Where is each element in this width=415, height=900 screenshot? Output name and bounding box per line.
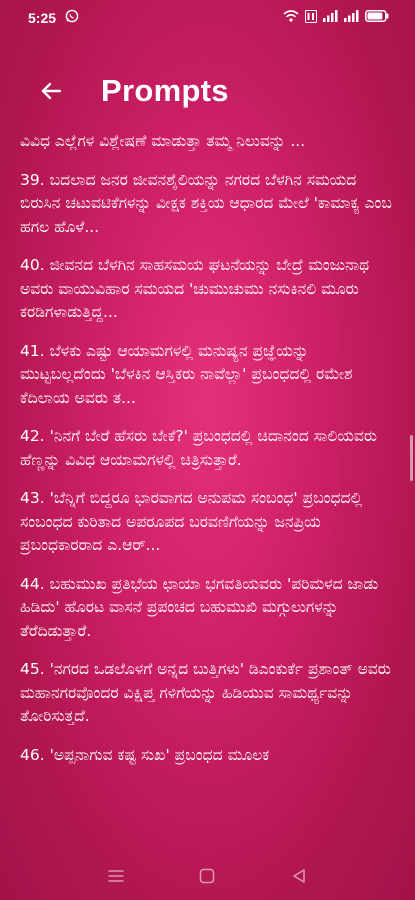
- app-bar: [0, 62, 415, 120]
- status-bar: [0, 0, 415, 36]
- system-back-button[interactable]: [284, 861, 314, 891]
- whatsapp-icon: [65, 9, 79, 27]
- home-button[interactable]: [192, 861, 222, 891]
- arrow-left-icon: [40, 82, 62, 100]
- page-title: Prompts: [101, 73, 229, 108]
- prompt-item[interactable]: 41. ಬೆಳಕು ಎಷ್ಟು ಆಯಾಮಗಳಲ್ಲಿ ಮನುಷ್ಯನ ಪ್ರಜ್ಞೆಯನ್ನು ಮುಟ್ಟಬಲ್ಲದೆಂದು 'ಬೆಳಕಿನ ಆಸ್ತಿಕರು ನಾವೆಲ್ಲಾ' ಪ್ರಬಂಧದಲ್ಲಿ ರಮೇಶ ಕೆದಿಲಾಯ ಅವರು ತ...: [20, 341, 353, 407]
- wifi-icon: [283, 10, 299, 26]
- recents-button[interactable]: [101, 861, 131, 891]
- triangle-back-icon: [292, 868, 306, 884]
- battery-icon: [365, 10, 389, 26]
- prompt-item[interactable]: 45. 'ನಗರದ ಒಡಲೊಳಗೆ ಅನ್ನದ ಬುತ್ತಿಗಳು' ಡಿಎಂಕುರ್ಕೆ ಪ್ರಶಾಂತ್ ಅವರು ಮಹಾನಗರವೊಂದರ ವಿಕ್ಷಿಪ್ತ ಗಳಿಗೆಯನ್ನು ಹಿಡಿಯುವ ಸಾಮರ್ಥ್ಯವನ್ನು ತೋರಿಸುತ್ತದೆ.: [20, 660, 391, 725]
- prompt-item[interactable]: 40. ಜೀವನದ ಬೆಳಗಿನ ಸಾಹಸಮಯ ಘಟನೆಯನ್ನು ಬೇದ್ರೆ ಮಂಜುನಾಥ ಅವರು ವಾಯುವಿಹಾರ ಸಮಯದ 'ಚುಮುಚುಮು ನಸುಕಿನಲಿ ಮೂರು ಕರಡಿಗಳಾಡುತ್ತಿದ್ದ...: [20, 256, 370, 321]
- menu-lines-icon: [107, 868, 125, 884]
- system-nav-bar: [0, 852, 415, 900]
- scrollbar-thumb[interactable]: [410, 435, 413, 481]
- back-button[interactable]: [27, 67, 75, 115]
- prompt-item[interactable]: 42. 'ನಿನಗೆ ಬೇರೆ ಹೆಸರು ಬೇಕೆ?' ಪ್ರಬಂಧದಲ್ಲಿ ಚಿದಾನಂದ ಸಾಲಿಯವರು ಹೆಣ್ಣನ್ನು ವಿವಿಧ ಆಯಾಮಗಳಲ್ಲಿ ಚಿತ್ರಿಸುತ್ತಾರೆ.: [20, 427, 377, 469]
- square-icon: [199, 868, 215, 884]
- signal-icon-1: [323, 10, 338, 26]
- prompt-item[interactable]: 44. ಬಹುಮುಖ ಪ್ರತಿಭೆಯ ಛಾಯಾ ಭಗವತಿಯವರು 'ಪರಿಮಳದ ಜಾಡು ಹಿಡಿದು' ಹೊರಟ ವಾಸನೆ ಪ್ರಪಂಚದ ಬಹುಮುಖಿ ಮಗ್ಗುಲುಗಳನ್ನು ತೆರೆದಿಡುತ್ತಾರೆ.: [20, 574, 379, 640]
- status-right: [283, 10, 389, 27]
- status-left: [28, 9, 79, 27]
- prompt-item[interactable]: 39. ಬದಲಾದ ಜನರ ಜೀವನಶೈಲಿಯನ್ನು ನಗರದ ಬೆಳಗಿನ ಸಮಯದ ಬಿರುಸಿನ ಚಟುವಟಿಕೆಗಳನ್ನು ವೀಕ್ಷಕ ಶಕ್ತಿಯ ಆಧಾರದ ಮೇಲೆ 'ಕಾಮಾಕ್ಯ ಎಂಬ ಹಗಲ ಹೊಳೆ...: [20, 170, 392, 236]
- prompt-item[interactable]: ವಿವಿಧ ಎಲ್ಲೆಗಳ ವಿಶ್ಲೇಷಣೆ ಮಾಡುತ್ತಾ ತಮ್ಮ ನಿಲುವನ್ನು ...: [20, 132, 306, 150]
- prompt-list[interactable]: [0, 130, 415, 852]
- signal-icon-2: [344, 10, 359, 26]
- status-time: 5:25: [28, 10, 57, 26]
- prompt-item[interactable]: 43. 'ಬೆನ್ನಿಗೆ ಬಿದ್ದರೂ ಭಾರವಾಗದ ಅನುಪಮ ಸಂಬಂಧ' ಪ್ರಬಂಧದಲ್ಲಿ ಸಂಬಂಧದ ಕುರಿತಾದ ಅಪರೂಪದ ಬರವಣಿಗೆಯನ್ನು ಜನಪ್ರಿಯ ಪ್ರಬಂಧಕಾರರಾದ ಎ.ಆರ್...: [20, 489, 363, 554]
- hd-signal-icon: [305, 10, 317, 27]
- prompt-item[interactable]: 46. 'ಅಪ್ಪನಾಗುವ ಕಷ್ಟ ಸುಖ' ಪ್ರಬಂಧದ ಮೂಲಕ: [20, 745, 270, 764]
